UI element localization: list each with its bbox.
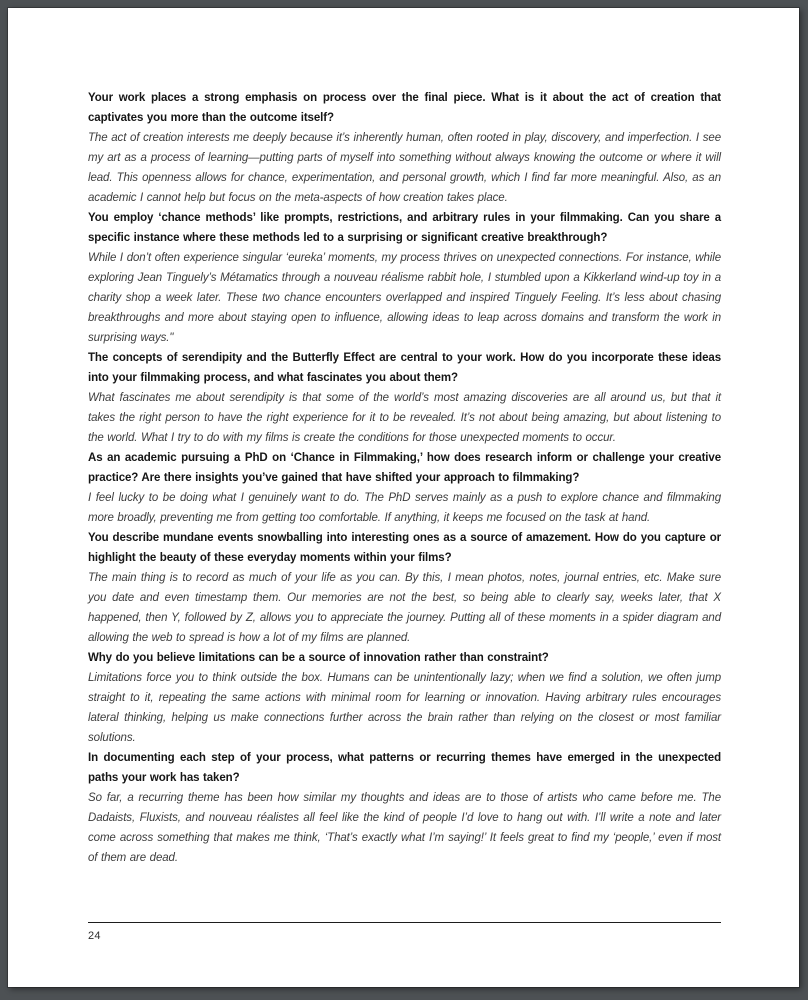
- page-number: 24: [88, 930, 101, 942]
- answer-paragraph: The main thing is to record as much of your life as you can. By this, I mean photos, notes, journal entries, etc. Make sure you date and even timestamp them. Our memories are not the best, so being able to clearly say, weeks later, that X happened, then Y, followed by Z, allows you to appreciate the journey. Putting all of these moments in a spider diagram and allowing the web to spread is how a lot of my films are planned.: [88, 572, 721, 644]
- question-paragraph: You describe mundane events snowballing into interesting ones as a source of amazement. How do you capture or highlight the beauty of these everyday moments within your films?: [88, 532, 721, 564]
- question-paragraph: You employ ‘chance methods’ like prompts, restrictions, and arbitrary rules in your filmmaking. Can you share a specific instance where these methods led to a surprising or significant creative breakthrough?: [88, 212, 721, 244]
- answer-paragraph: The act of creation interests me deeply because it’s inherently human, often rooted in play, discovery, and imperfection. I see my art as a process of learning—putting parts of myself into something without always knowing the outcome or where it will lead. This openness allows for chance, experimentation, and personal growth, which I find far more meaningful. Also, as an academic I cannot help but focus on the meta-aspects of how creation takes place.: [88, 132, 721, 204]
- question-paragraph: In documenting each step of your process, what patterns or recurring themes have emerged in the unexpected paths your work has taken?: [88, 752, 721, 784]
- footer-rule: [88, 922, 721, 923]
- answer-paragraph: While I don’t often experience singular ‘eureka’ moments, my process thrives on unexpected connections. For instance, while exploring Jean Tinguely’s Métamatics through a nouveau réalisme rabbit hole, I stumbled upon a Kikkerland wind-up toy in a charity shop a week later. These two chance encounters overlapped and inspired Tinguely Feeling. It’s less about chasing breakthroughs and more about staying open to influence, allowing ideas to leap across domains and transform the work in surprising ways.": [88, 252, 721, 344]
- question-paragraph: Why do you believe limitations can be a source of innovation rather than constraint?: [88, 652, 549, 664]
- question-paragraph: Your work places a strong emphasis on process over the final piece. What is it about the act of creation that captivates you more than the outcome itself?: [88, 92, 721, 124]
- question-paragraph: As an academic pursuing a PhD on ‘Chance in Filmmaking,’ how does research inform or challenge your creative practice? Are there insights you’ve gained that have shifted your approach to filmmaking?: [88, 452, 721, 484]
- answer-paragraph: Limitations force you to think outside the box. Humans can be unintentionally lazy; when we find a solution, we often jump straight to it, repeating the same actions with minimal room for learning or innovation. Having arbitrary rules encourages lateral thinking, helping us make connections further across the brain rather than relying on the closest or most familiar solutions.: [88, 672, 721, 744]
- question-paragraph: The concepts of serendipity and the Butterfly Effect are central to your work. How do you incorporate these ideas into your filmmaking process, and what fascinates you about them?: [88, 352, 721, 384]
- interview-content: [88, 88, 721, 868]
- answer-paragraph: What fascinates me about serendipity is that some of the world’s most amazing discoveries are all around us, but that it takes the right person to have the right experience for it to be revealed. It’s not about being amazing, but about listening to the world. What I try to do with my films is create the conditions for those unexpected moments to occur.: [88, 392, 721, 444]
- document-page: [8, 8, 799, 987]
- answer-paragraph: I feel lucky to be doing what I genuinely want to do. The PhD serves mainly as a push to explore chance and filmmaking more broadly, preventing me from getting too comfortable. If anything, it keeps me focused on the task at hand.: [88, 492, 721, 524]
- page-footer: [88, 922, 721, 942]
- answer-paragraph: So far, a recurring theme has been how similar my thoughts and ideas are to those of artists who came before me. The Dadaists, Fluxists, and nouveau réalistes all feel like the kind of people I’d love to hang out with. I’ll write a note and later come across something that makes me think, ‘That’s exactly what I’m saying!’ It feels great to find my ‘people,’ even if most of them are dead.: [88, 792, 721, 864]
